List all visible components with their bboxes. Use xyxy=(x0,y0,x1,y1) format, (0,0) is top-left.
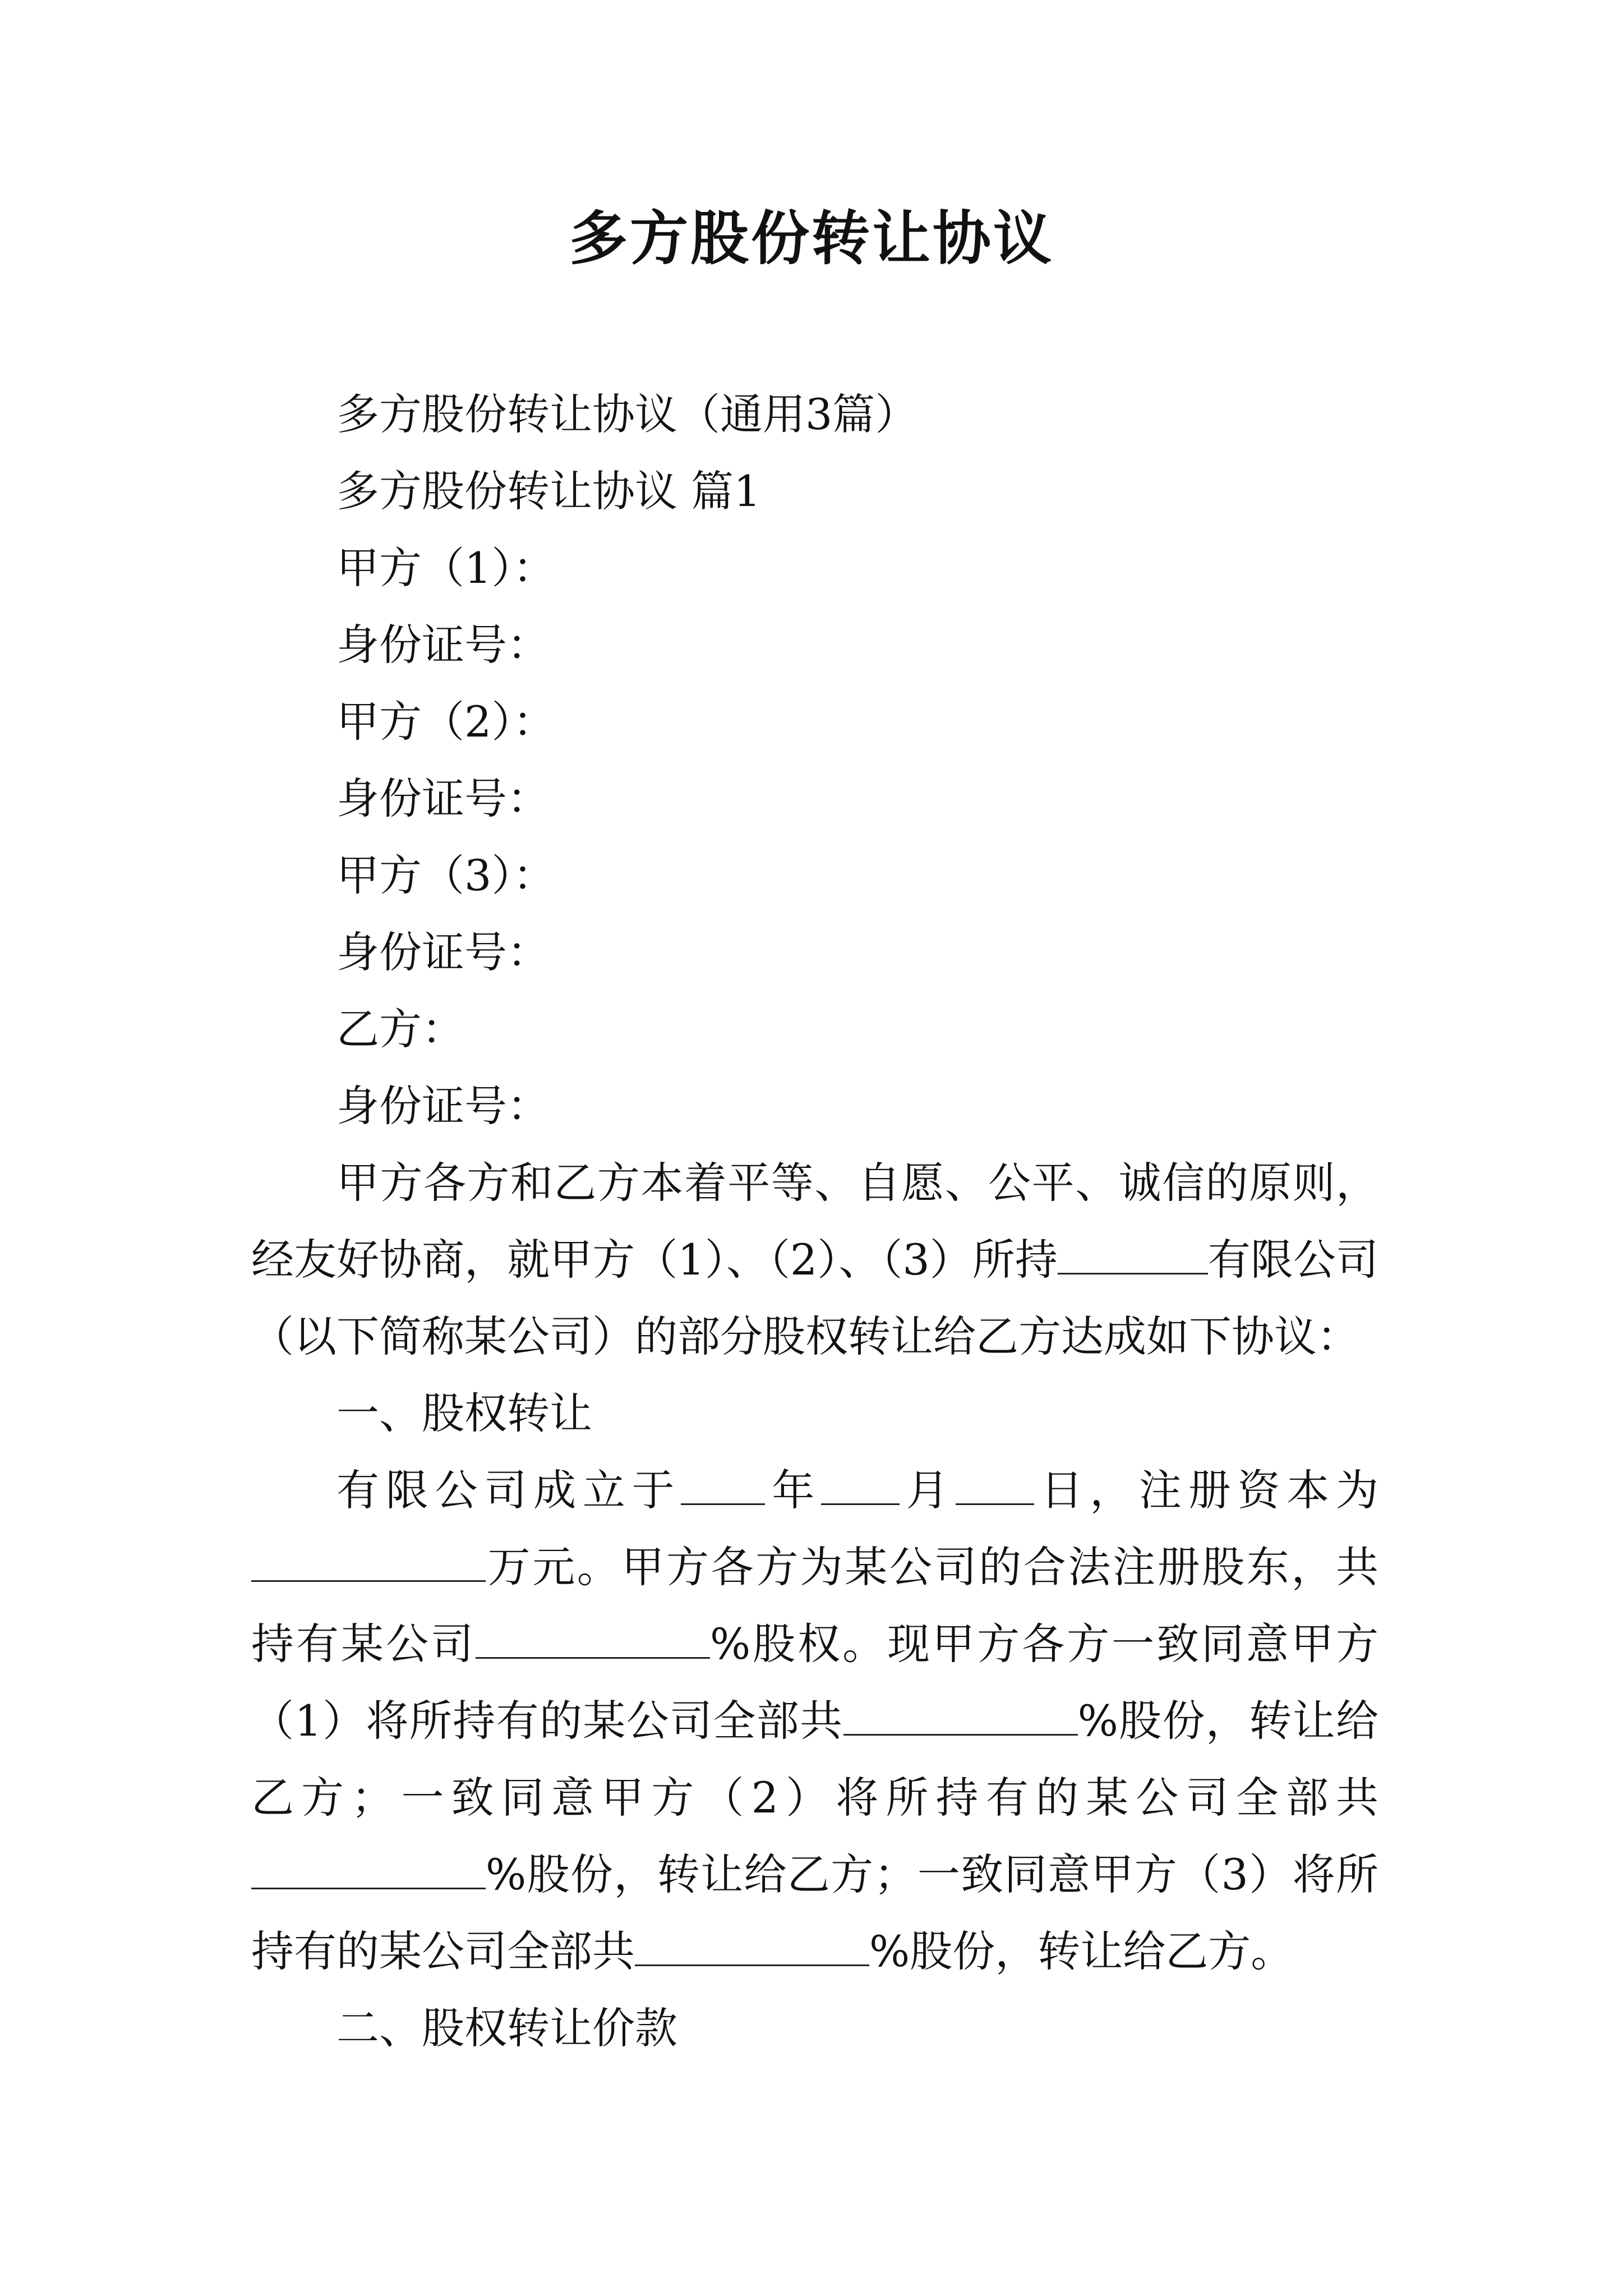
clause-1-text-8: %股份，转让给乙方；一致同意甲方（3）将所持有的某公司全部共 xyxy=(251,1849,1378,1976)
clause-1-text-9: %股份，转让给乙方。 xyxy=(869,1926,1294,1976)
heading-share-transfer: 一、股权转让 xyxy=(336,1388,592,1438)
capital-blank xyxy=(251,1545,486,1582)
party-a2-label: 甲方（2）： xyxy=(336,697,556,747)
clause-1-text-7: %股份，转让给乙方；一致同意甲方（2）将所持有的某公司全部共 xyxy=(251,1696,1379,1823)
heading-transfer-price: 二、股权转让价款 xyxy=(336,2003,677,2053)
clause-1-text-5: 万元。甲方各方为某公司的合法注册股东，共持有某公司 xyxy=(251,1542,1378,1669)
total-share-blank xyxy=(476,1622,710,1659)
party-a1-label: 甲方（1）： xyxy=(336,543,556,593)
share-a1-blank xyxy=(843,1699,1078,1736)
day-blank xyxy=(956,1469,1034,1505)
document-title: 多方股份转让协议 xyxy=(569,204,1054,273)
clause-1-text-6: %股权。现甲方各方一致同意甲方（1）将所持有的某公司全部共 xyxy=(251,1619,1379,1746)
company-name-blank xyxy=(1058,1238,1208,1274)
clause-1-text-4: 日，注册资本为 xyxy=(1034,1465,1379,1515)
intro-paragraph xyxy=(251,1144,1378,1375)
party-a3-label: 甲方（3）： xyxy=(336,850,556,900)
month-blank xyxy=(821,1469,900,1505)
id-a1-label: 身份证号： xyxy=(336,620,550,670)
id-a2-label: 身份证号： xyxy=(336,774,550,823)
share-a2-blank xyxy=(251,1853,486,1889)
party-b-label: 乙方： xyxy=(336,1004,464,1054)
clause-1-text-3: 月 xyxy=(900,1465,956,1515)
intro-text-1: 甲方各方和乙方本着平等、自愿、公平、诚信的原则，经友好协商，就甲方（1）、（2）、（3）所持 xyxy=(251,1158,1378,1285)
id-b-label: 身份证号： xyxy=(336,1081,550,1131)
clause-1-text-1: 有限公司成立于 xyxy=(336,1465,681,1515)
clause-1-paragraph xyxy=(251,1452,1378,1990)
document-subtitle: 多方股份转让协议（通用3篇） xyxy=(336,389,918,439)
share-a3-blank xyxy=(635,1930,869,1966)
intro-text-2: 有限公司（以下简称某公司）的部分股权转让给乙方达成如下协议： xyxy=(251,1235,1379,1361)
id-a3-label: 身份证号： xyxy=(336,927,550,977)
year-blank xyxy=(681,1469,765,1505)
clause-1-text-2: 年 xyxy=(765,1465,822,1515)
section-title: 多方股份转让协议 篇1 xyxy=(336,466,761,516)
document-body xyxy=(251,376,1378,2067)
